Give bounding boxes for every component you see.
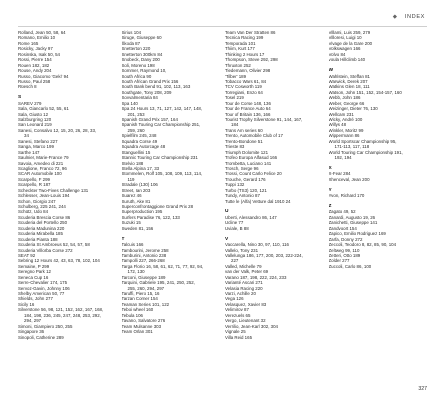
index-entry: Velimirov 87: [225, 307, 249, 313]
index-entry: Simoni, Giampiero 250, 255: [18, 323, 73, 329]
index-entry: Spa 24 Hours 13, 71, 127, 142, 147, 148,: [121, 106, 203, 112]
index-entry: Vega 126: [225, 296, 244, 302]
index-entry: Servoz-Gavin, Johnny 106: [18, 285, 70, 291]
index-entry: Rouse, Andy 204: [18, 68, 52, 74]
index-letter-heading: V: [225, 236, 229, 242]
index-column-1: [18, 30, 118, 380]
index-entry: Thruxton 252: [225, 62, 251, 68]
index-entry: Serre-Chevalier 174, 175: [18, 280, 68, 286]
index-entry: Scarpello, F 299: [18, 176, 50, 182]
index-entry: Verrilio, Jean-Karl 302, 304: [225, 323, 278, 329]
index-entry: Rouen 182, 182: [18, 62, 50, 68]
index-entry: Tavano, Salvatore 276: [121, 318, 166, 324]
index-entry: Trofeo Europa Alfasud 166: [225, 155, 278, 161]
index-entry: Zuccoli, Carlo 86, 100: [328, 263, 372, 269]
index-entry: Taruffi, Piero 15, 16: [121, 291, 160, 296]
index-entry-continuation: 294, 297: [24, 318, 42, 324]
index-entry: Zanichetti, Giuseppe 141: [328, 220, 378, 226]
index-entry: Shields, John 277: [18, 296, 53, 302]
index-entry: Tobacco Wars 61, 84: [225, 78, 267, 84]
index-entry: Stelvio 188: [121, 160, 144, 166]
index-entry: Saulnier, Marie-France 79: [18, 155, 69, 161]
index-entry: Scuderia Mirabella 185: [18, 231, 63, 237]
section-label: INDEX: [404, 14, 425, 20]
index-entry: Scarpello, R 187: [18, 182, 51, 188]
index-entry: Volvo 84: [328, 51, 346, 57]
index-entry: Vivage de la Gare 200: [328, 40, 373, 46]
index-entry: Trossi, Count Carlo Felice 20: [225, 171, 282, 177]
index-entry: Webb, John 186: [328, 95, 361, 101]
index-entry: Trans Am series 60: [225, 127, 263, 133]
index-entry: Tarquini, Gabriele 195, 241, 250, 252,: [121, 280, 195, 286]
index-entry: Russo, Paul 258: [18, 78, 51, 84]
index-entry-continuation: 34: [24, 133, 29, 139]
index-entry: SEAT 92: [18, 252, 36, 258]
index-entry: South African Grand Prix 156: [121, 78, 179, 84]
index-entry: South Bank bend 91, 102, 113, 163: [121, 84, 191, 90]
index-column-3: [225, 30, 325, 380]
index-entry: Teaman Series 101, 122: [121, 301, 170, 307]
index-entry: Rossi, Pierre 154: [18, 57, 52, 63]
index-entry: Warwick, Derek 207: [328, 78, 368, 84]
index-entry: Tarzan Corner 154: [121, 296, 158, 302]
diamond-icon: ◆: [392, 14, 397, 20]
index-letter-heading: Y: [328, 187, 332, 193]
index-entry: TCV Cosworth 119: [225, 84, 262, 90]
index-entry: Stradale (130) 106: [121, 182, 158, 188]
index-entry: Wicky, André 100: [328, 117, 363, 122]
index-entry: Trento-Bondone 51: [225, 138, 263, 144]
index-letter-heading: S: [18, 95, 22, 101]
index-entry: Velasquez, Xavier 83: [225, 301, 267, 307]
index-entry: World Sportscar Championship 95,: [328, 138, 397, 144]
index-entry: Snetterton 220: [121, 46, 151, 52]
index-entry: Sirius 104: [121, 30, 142, 35]
index-entry: Weber, George 66: [328, 100, 365, 106]
index-entry: Velasia Racing 220: [225, 285, 263, 291]
index-entry: SCAR Automobile 100: [18, 171, 62, 177]
index-columns: [18, 30, 428, 380]
index-entry: World Touring Car Championship 191,: [328, 149, 403, 155]
index-entry: Snobeck, Dany 200: [121, 57, 160, 63]
index-entry: Scaglione, Franco 72, 96: [18, 165, 67, 171]
index-entry-continuation: 255, 260, 294, 297: [127, 285, 165, 291]
index-entry: Varianté Ascari 271: [225, 280, 263, 286]
index-entry: Trento, Automobile Club of 17: [225, 133, 283, 139]
index-letter-heading: T: [121, 236, 125, 242]
index-entry: Street, Ian 203: [121, 187, 151, 193]
index-entry: Weizinger, Dieter 76, 130: [328, 106, 378, 112]
index-entry: Willys 48: [328, 122, 347, 128]
index-entry: Tosel 219: [225, 95, 244, 101]
index-entry: Schon, Giorgio 247: [18, 198, 56, 204]
index-entry: Sinopoli, Catherine 289: [18, 334, 64, 340]
index-entry: Seneca Cup 16: [18, 274, 49, 280]
index-entry: Thiim, Kurt 177: [225, 46, 255, 52]
index-entry: Rome 165: [18, 40, 39, 46]
index-entry: Scuderia Villorba Corse 272: [18, 247, 73, 253]
index-entry: Ucline 77: [225, 220, 244, 226]
index-entry: X-Fear 284: [328, 171, 351, 177]
index-entry: Xhenceval, Jean 200: [328, 176, 370, 182]
index-entry-continuation: 259, 260: [127, 127, 145, 133]
index-entry: South Africa 90: [121, 73, 152, 79]
index-entry-continuation: 201, 253: [127, 111, 145, 117]
index-entry: Turbo (TS3) 120, 121: [225, 187, 267, 193]
index-entry: Sweden 81, 156: [121, 225, 154, 231]
index-entry: Scuderia Pianta 188: [18, 236, 58, 242]
index-entry: Trosch, Serge 96: [225, 165, 259, 171]
index-entry: Tourist Trophy Silverstone 91, 144, 167,: [225, 117, 303, 122]
index-entry: Rosicky, Jacky 97: [18, 46, 53, 52]
index-entry: Tecnica Racing 199: [225, 35, 264, 41]
index-entry: Uviale, B 88: [225, 225, 249, 231]
index-entry: Torregiani, Enzo 64: [225, 89, 263, 95]
index-entry: Sebring 12 Hours 42, 43, 63, 78, 102, 104: [18, 258, 100, 264]
index-entry: Rosinska, Isak 50, 54: [18, 51, 60, 57]
index-entry: Squadra Autorcage 48: [121, 144, 166, 150]
index-entry: voula Hillclimb 140: [328, 57, 366, 63]
index-entry: Semaine, P 299: [18, 263, 50, 269]
index-entry: Sanesi, Stefano 227: [18, 138, 58, 144]
index-entry: Siruge, Giuseppe 60: [121, 35, 162, 41]
index-entry: Scheckter Two-Fives Challenge 131: [18, 187, 89, 193]
index-entry: Squadra Corse 49: [121, 138, 158, 144]
index-entry: Tutte le (Alfa) Vetture dal 1910 24: [225, 198, 291, 204]
index-entry: Sicily 16: [18, 301, 35, 307]
index-entry: Scuderia Madunina 220: [18, 225, 65, 231]
index-entry: Vallelunga 186, 177, 200, 203, 222-224,: [225, 252, 303, 258]
index-entry-continuation: 192, 194: [334, 155, 352, 161]
index-entry: Targa Florio 16, 58, 61, 62, 71, 77, 92, 94,: [121, 263, 204, 269]
index-entry: Varzi, Achille 20: [225, 291, 256, 296]
index-entry: Trieste 83: [225, 144, 245, 150]
index-entry: Sarthe 147: [18, 149, 40, 155]
index-entry: Scuderia Brescia Corse 86: [18, 214, 71, 220]
index-entry: Yvon, Richard 170: [328, 193, 365, 199]
index-entry: Villa Reid 165: [225, 334, 253, 340]
index-entry: Stella Alpina 17, 33: [121, 165, 160, 171]
index-entry: Tamburini, Antonio 238: [121, 252, 167, 258]
index-entry: Tiedemann, Olivier 298: [225, 68, 271, 74]
index-entry: Tambourini, Jerome 258: [121, 247, 169, 253]
index-entry: Romano, Emilio 10: [18, 35, 56, 41]
index-entry: Sanesi, Consalvo 12, 15, 20, 26, 28, 33,: [18, 127, 97, 133]
index-entry: Zetteri, Otto 189: [328, 252, 361, 258]
index-entry: Talcuis 166: [121, 242, 144, 248]
index-entry: Scuderia St Ambroeus 52, 54, 57, 58: [18, 242, 90, 248]
index-entry: Stannic Touring Car Championship 231: [121, 155, 198, 161]
index-column-4: [329, 30, 429, 380]
index-entry: Wahlstein, Steffan 81: [328, 73, 370, 79]
index-entry: Suzuki 15: [121, 220, 141, 226]
index-entry-continuation: 171-113, 117, 118: [334, 144, 370, 150]
index-entry: Verezuels 65: [225, 312, 251, 318]
index-entry: Russo, Giacomo 'Geki' 94: [18, 73, 69, 79]
index-entry: Volkswagen 166: [328, 46, 361, 52]
index-entry: van der Valk, Peter 69: [225, 269, 269, 275]
index-entry: Villoresi, Luigi 10: [328, 35, 362, 41]
index-entry: Rüesch 8: [18, 84, 37, 90]
index-entry: Silverstone 56, 98, 121, 152, 162, 167, 168,: [18, 307, 104, 313]
index-entry-continuation: 172, 130: [127, 269, 145, 275]
index-entry: Snetterton 300km 84: [121, 51, 163, 57]
index-entry: Zolder 277: [328, 258, 350, 264]
index-entry: Zapico, Emilio Rodriguez 169: [328, 231, 386, 237]
index-entry: Wippermann 86: [328, 133, 360, 139]
index-entry: Trouche, Gerard 176: [225, 176, 266, 182]
index-letter-heading: X: [328, 165, 332, 171]
index-entry: Rolland, Jean 50, 58, 64: [18, 30, 66, 35]
index-entry: Teboi wheel 160: [121, 307, 154, 313]
index-entry: Zeltweg 99, 110: [328, 247, 360, 253]
index-entry: Stanguellini 15: [121, 149, 151, 155]
index-entry: Villami, Luis 259, 279: [328, 30, 371, 35]
index-entry: Zandvoort 154: [328, 225, 357, 231]
index-entry: Singapore 36: [18, 329, 45, 335]
index-entry: Sanga, Marco 199: [18, 144, 54, 150]
index-entry: Spanish Touring Car Championship 251,: [121, 122, 201, 128]
index-entry: Seregno Park 12: [18, 269, 51, 275]
index-entry: Surfers Paradise 76, 122, 133: [121, 214, 180, 220]
index-entry: Wellcam 231: [328, 111, 354, 117]
index-entry: Sovvalmentaria 84: [121, 95, 158, 101]
index-entry: Uberti, Alessandro 86, 147: [225, 214, 277, 220]
index-entry: Tuppi 132: [225, 182, 245, 188]
index-entry: Zagato 49, 52: [328, 209, 356, 215]
index-entry: Southgate, Tony 208, 209: [121, 89, 172, 95]
index-entry: Schütz, Udo 84: [18, 209, 49, 215]
index-entry: Thompson, Steve 292, 298: [225, 57, 278, 63]
index-entry: Tampolli 227, 266-268: [121, 258, 165, 264]
index-entry: Suarez 46: [121, 193, 142, 199]
index-entry: Spielfilm 245, 248: [121, 133, 157, 139]
index-letter-heading: Z: [328, 204, 332, 209]
index-entry: Schlesser, Jean-Louis 194: [18, 193, 70, 199]
index-entry: Scuderia del Portello 250: [18, 220, 68, 226]
index-entry: Watson, John 151, 152, 154-157, 160: [328, 89, 402, 95]
index-entry: Spa 140: [121, 100, 138, 106]
page-header: [18, 10, 427, 27]
page-number: 327: [418, 386, 427, 392]
index-entry: Watkins Glen 18, 111: [328, 84, 370, 90]
index-letter-heading: U: [225, 209, 229, 215]
index-entry: Thinking 2 Hours 17: [225, 51, 265, 57]
index-entry: Shelby American 50, 77: [18, 291, 65, 296]
index-entry: Tour de France Auto 64: [225, 106, 271, 112]
index-entry: Zanardi, Augusto 19, 26: [328, 214, 376, 220]
index-column-2: [122, 30, 222, 380]
index-entry-continuation: 119: [127, 176, 135, 182]
index-entry: Sala, Giusto 12: [18, 111, 49, 117]
index-entry: San Leonard 219: [18, 122, 52, 128]
index-entry: SAREV 279: [18, 100, 42, 106]
index-entry: Superproduction 195: [121, 209, 163, 215]
index-entry: Trombetta, Luciano 141: [225, 160, 272, 166]
index-entry: Team Van Der Stratten 86: [225, 30, 276, 35]
index-entry: Škoda 87: [121, 40, 141, 46]
index-entry: Vergo, Lieutenant 32: [225, 318, 266, 324]
index-entry: Stommelen, Rolf 105, 108, 109, 113, 114,: [121, 171, 203, 177]
index-entry: Tundy, Antonio 87: [225, 193, 260, 199]
index-entry: Tour de Corse 148, 136: [225, 100, 271, 106]
index-entry: Tebula 106: [121, 312, 143, 318]
index-entry: Sala, Giancarlo 52, 55, 61: [18, 106, 69, 112]
index-entry: Temporada 101: [225, 40, 256, 46]
index-entry: Schulberg, 225 241, 244: [18, 204, 66, 209]
index-entry: Team Orlan 301: [121, 329, 153, 335]
index-entry: Zeccoli, Teodoro 8, 82, 85, 90, 104: [328, 242, 397, 248]
index-entry: Suruth, Ake 81: [121, 198, 151, 204]
index-entry: Salzburgring 120: [18, 117, 52, 122]
index-entry: Varano 187, 198, 222, 224, 233: [225, 274, 287, 280]
index-entry: Team Mulsanne 303: [121, 323, 162, 329]
index-entry: Vallelo, Tony 231: [225, 247, 259, 253]
index-entry: Superconfrontaggione Grand Prix 28: [121, 204, 194, 209]
index-entry: 'Tilber' 189: [225, 73, 247, 79]
index-entry: Sommer, Raymond 10,: [121, 68, 167, 74]
index-entry-continuation: 184: [231, 122, 239, 128]
index-entry: Valled, Michelle 79: [225, 263, 262, 269]
index-entry: Winkler, Moritz 99: [328, 127, 364, 133]
index-entry: Vaccarella, Nino 30, 97, 110, 116: [225, 242, 289, 248]
index-entry: Zarfa, Donny 272: [328, 236, 363, 242]
index-entry: Soli, Moreno 198: [121, 62, 155, 68]
index-entry: Triumph Dolomite 121: [225, 149, 269, 155]
index-entry: Tour of Britain 136, 166: [225, 111, 271, 117]
index-entry: Tarconi, Giuseppe 189: [121, 274, 166, 280]
index-entry-continuation: 184, 198, 236, 245, 247, 248, 253, 292,: [24, 312, 101, 318]
index-entry-continuation: 227: [231, 258, 239, 264]
index-entry: Savoia, Amedeo di 221: [18, 160, 64, 166]
index-entry: Vignale 25: [225, 329, 246, 335]
index-entry: Spanish Grand Prix 157, 164: [121, 117, 178, 122]
index-letter-heading: W: [328, 68, 334, 74]
